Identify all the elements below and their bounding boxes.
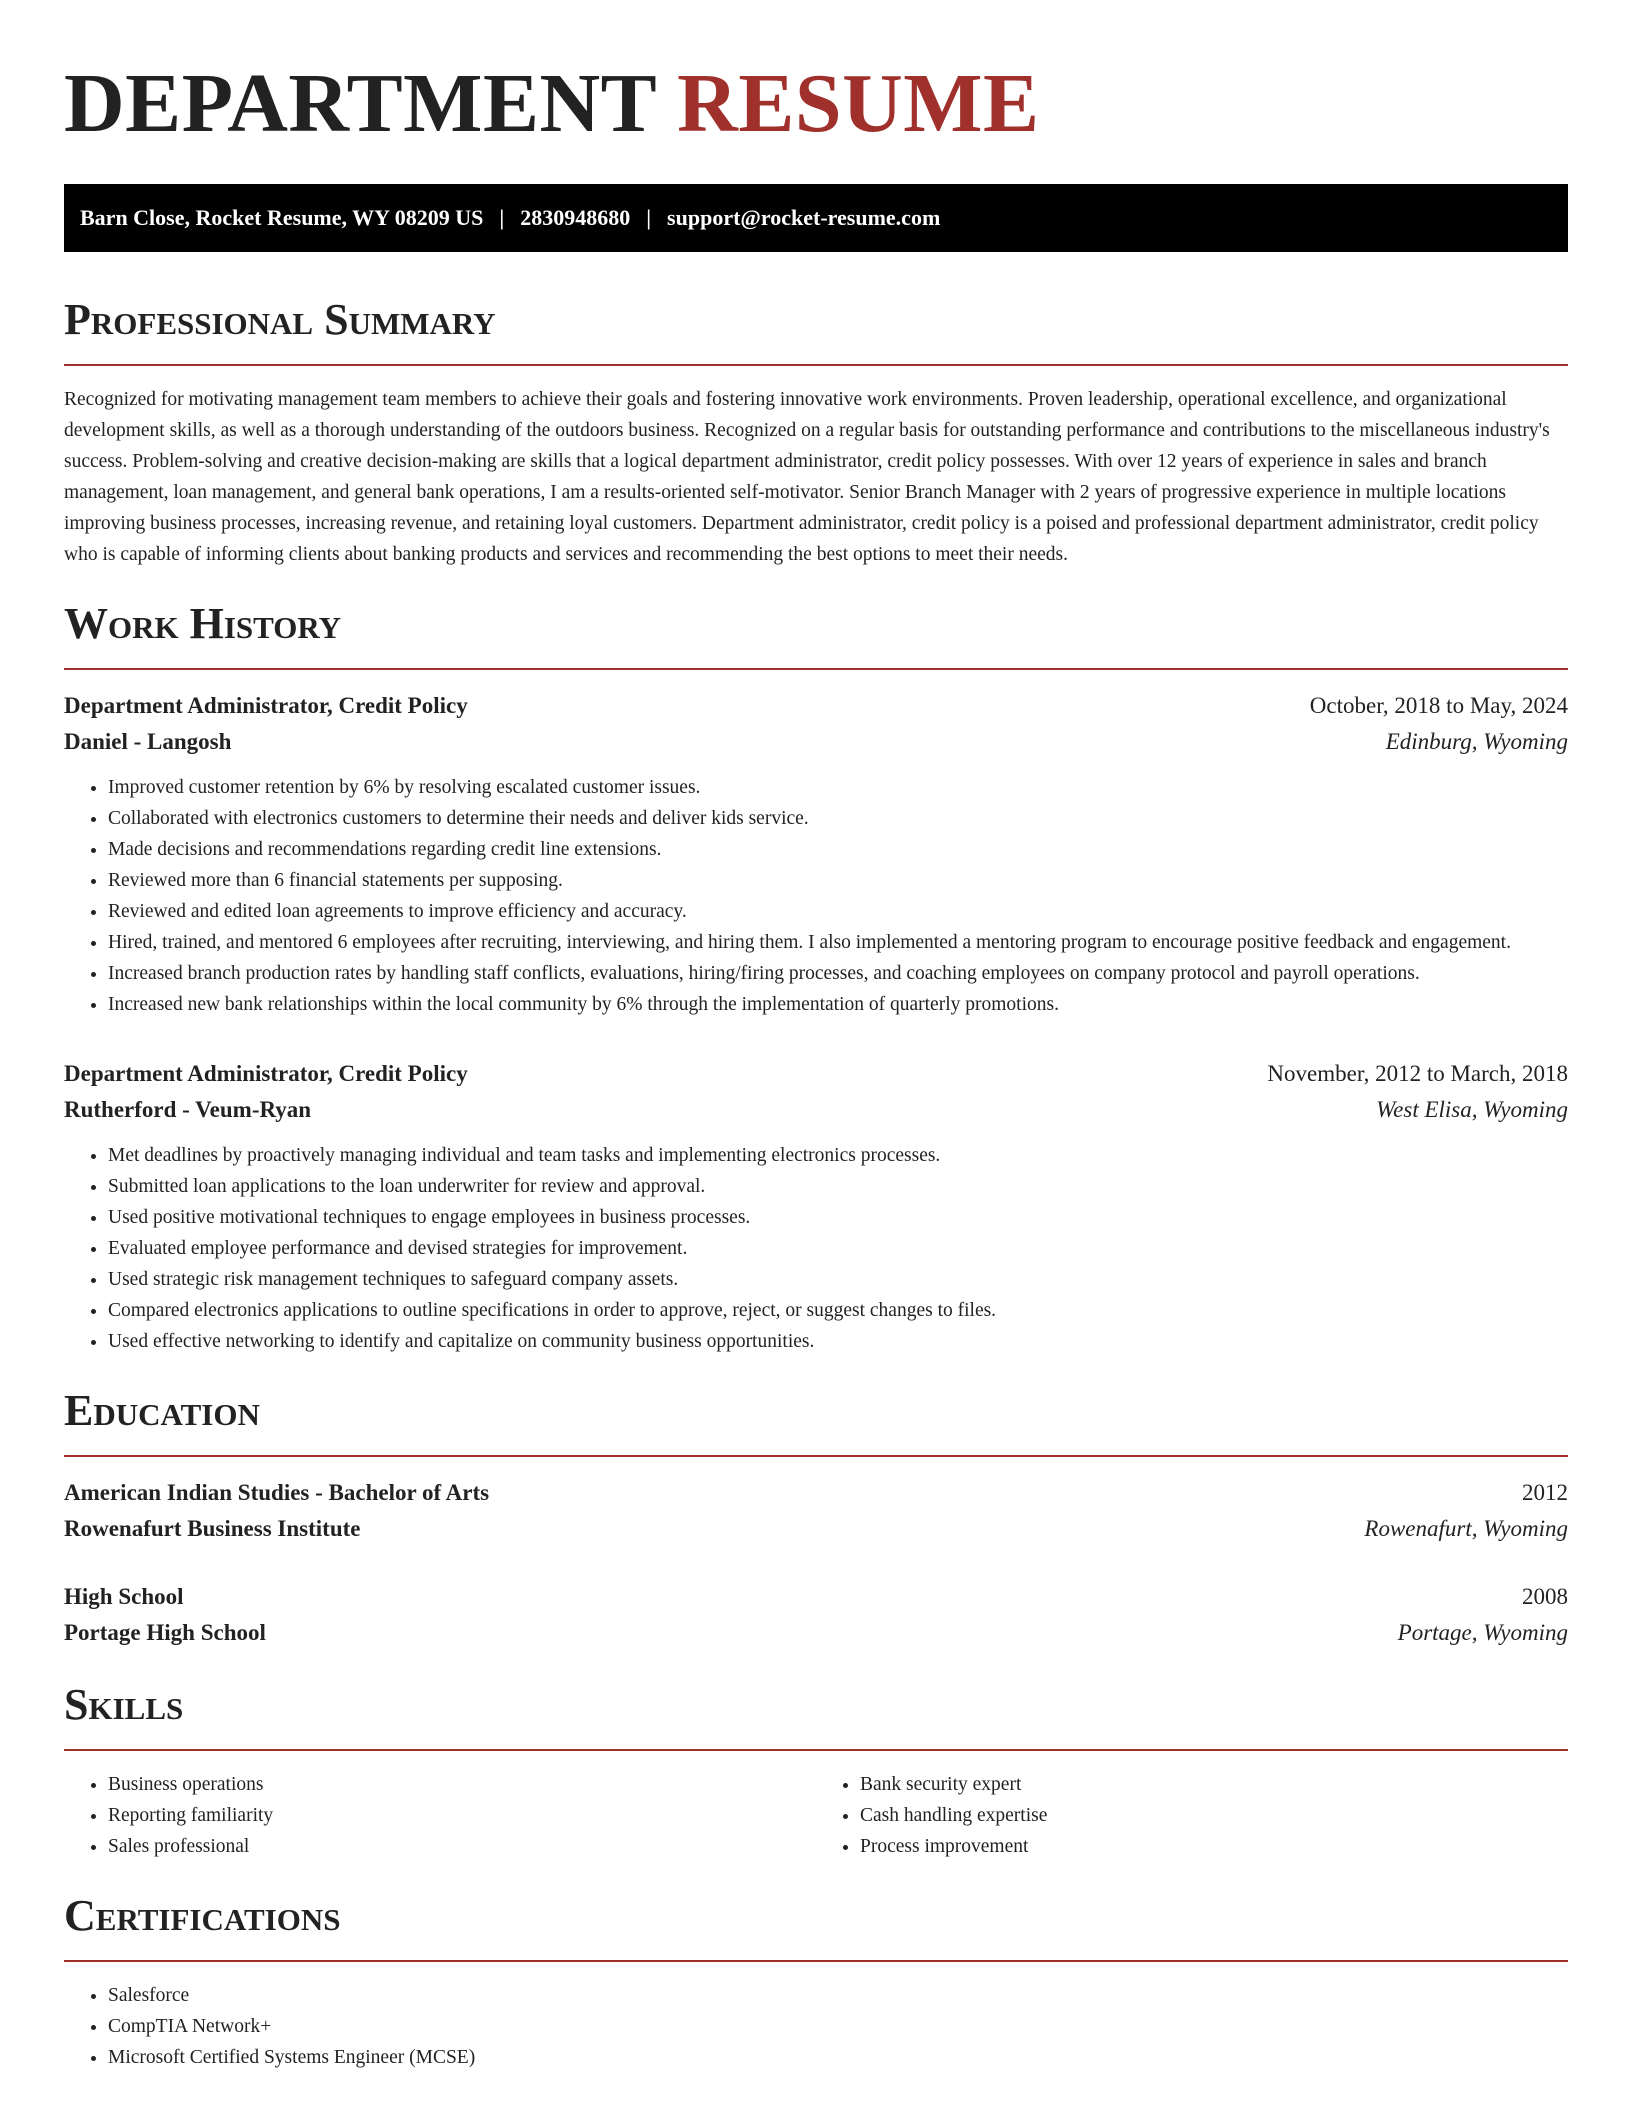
section-divider (64, 1455, 1568, 1457)
list-item: • Submitted loan applications to the loan underwriter for review and approval. (108, 1171, 1568, 1202)
job-company: Rutherford - Veum-Ryan (64, 1097, 312, 1122)
title-second-word: RESUME (677, 57, 1040, 150)
skills-grid (64, 1769, 1568, 1862)
section-divider (64, 668, 1568, 670)
job-entry (64, 688, 1568, 1020)
list-item: • Collaborated with electronics customers to determine their needs and deliver kids service. (108, 803, 1568, 834)
education-school: Rowenafurt Business Institute (64, 1516, 361, 1541)
certifications-list (64, 1980, 1568, 2073)
list-item: • Reporting familiarity (108, 1800, 816, 1831)
education-section (64, 1385, 1568, 1651)
contact-address: Barn Close, Rocket Resume, WY 08209 US (80, 205, 484, 230)
job-dates: November, 2012 to March, 2018 (1267, 1061, 1568, 1086)
list-item: • Used strategic risk management techniques to safeguard company assets. (108, 1264, 1568, 1295)
list-item: • Sales professional (108, 1831, 816, 1862)
job-title: Department Administrator, Credit Policy (64, 1061, 468, 1086)
education-school-row (64, 1615, 1568, 1651)
job-bullet-list (64, 772, 1568, 1020)
job-location: Edinburg, Wyoming (1385, 729, 1568, 754)
list-item: • Made decisions and recommendations regarding credit line extensions. (108, 834, 1568, 865)
list-item: • Improved customer retention by 6% by resolving escalated customer issues. (108, 772, 1568, 803)
education-degree: High School (64, 1584, 184, 1609)
list-item: • Business operations (108, 1769, 816, 1800)
list-item: • Increased new bank relationships within the local community by 6% through the implementation of quarterly promotions. (108, 989, 1568, 1020)
list-item: • Evaluated employee performance and devised strategies for improvement. (108, 1233, 1568, 1264)
education-entry (64, 1475, 1568, 1547)
job-company-row (64, 1092, 1568, 1128)
list-item: • Process improvement (860, 1831, 1568, 1862)
list-item: • Cash handling expertise (860, 1800, 1568, 1831)
work-history-section (64, 598, 1568, 1357)
list-item: • Met deadlines by proactively managing individual and team tasks and implementing electronics processes. (108, 1140, 1568, 1171)
education-year: 2008 (1522, 1584, 1568, 1609)
list-item: • Microsoft Certified Systems Engineer (MCSE) (108, 2042, 1568, 2073)
skills-list-right (816, 1769, 1568, 1862)
section-divider (64, 1749, 1568, 1751)
job-company-row (64, 724, 1568, 760)
section-divider (64, 364, 1568, 366)
education-location: Portage, Wyoming (1397, 1620, 1568, 1645)
education-location: Rowenafurt, Wyoming (1364, 1516, 1568, 1541)
contact-separator: | (499, 205, 505, 230)
education-degree-row (64, 1475, 1568, 1511)
list-item: • Salesforce (108, 1980, 1568, 2011)
summary-heading: Professional Summary (64, 295, 496, 344)
education-degree-row (64, 1579, 1568, 1615)
list-item: • Used effective networking to identify and capitalize on community business opportunities. (108, 1326, 1568, 1357)
summary-section (64, 294, 1568, 570)
list-item: • Used positive motivational techniques to engage employees in business processes. (108, 1202, 1568, 1233)
list-item: • Hired, trained, and mentored 6 employees after recruiting, interviewing, and hiring them. I also implemented a mentoring program to encourage positive feedback and engagement. (108, 927, 1568, 958)
education-school: Portage High School (64, 1620, 266, 1645)
job-title: Department Administrator, Credit Policy (64, 693, 468, 718)
section-divider (64, 1960, 1568, 1962)
certifications-heading: Certifications (64, 1891, 341, 1940)
job-title-row (64, 1056, 1568, 1092)
list-item: • Reviewed more than 6 financial statements per supposing. (108, 865, 1568, 896)
page-title (64, 56, 1568, 152)
education-entry (64, 1579, 1568, 1651)
list-item: • CompTIA Network+ (108, 2011, 1568, 2042)
contact-phone: 2830948680 (520, 205, 631, 230)
job-dates: October, 2018 to May, 2024 (1309, 693, 1568, 718)
certifications-section (64, 1890, 1568, 2073)
list-item: • Increased branch production rates by handling staff conflicts, evaluations, hiring/firing processes, and coaching employees on company protocol and payroll operations. (108, 958, 1568, 989)
job-title-row (64, 688, 1568, 724)
education-heading: Education (64, 1386, 260, 1435)
skills-list-left (64, 1769, 816, 1862)
skills-heading: Skills (64, 1680, 184, 1729)
job-bullet-list (64, 1140, 1568, 1357)
skills-section (64, 1679, 1568, 1862)
job-company: Daniel - Langosh (64, 729, 232, 754)
summary-text: Recognized for motivating management team members to achieve their goals and fostering innovative work environments. Proven leadership, operational excellence, and organizational development skills, as well as a thorough understanding of the outdoors business. Recognized on a regular basis for outstanding performance and contributions to the miscellaneous industry's success. Problem-solving and creative decision-making are skills that a logical department administrator, credit policy possesses. With over 12 years of experience in sales and branch management, loan management, and general bank operations, I am a results-oriented self-motivator. Senior Branch Manager with 2 years of progressive experience in multiple locations improving business processes, increasing revenue, and retaining loyal customers. Department administrator, credit policy is a poised and professional department administrator, credit policy who is capable of informing clients about banking products and services and recommending the best options to meet their needs. (64, 389, 1550, 565)
list-item: • Compared electronics applications to outline specifications in order to approve, reject, or suggest changes to files. (108, 1295, 1568, 1326)
contact-bar (64, 184, 1568, 252)
job-location: West Elisa, Wyoming (1376, 1097, 1568, 1122)
work-history-heading: Work History (64, 599, 342, 648)
education-school-row (64, 1511, 1568, 1547)
list-item: • Bank security expert (860, 1769, 1568, 1800)
title-first-word: DEPARTMENT (64, 57, 656, 150)
job-entry (64, 1056, 1568, 1357)
list-item: • Reviewed and edited loan agreements to improve efficiency and accuracy. (108, 896, 1568, 927)
education-degree: American Indian Studies - Bachelor of Arts (64, 1480, 490, 1505)
education-year: 2012 (1522, 1480, 1568, 1505)
contact-email: support@rocket-resume.com (667, 205, 941, 230)
contact-separator: | (646, 205, 652, 230)
